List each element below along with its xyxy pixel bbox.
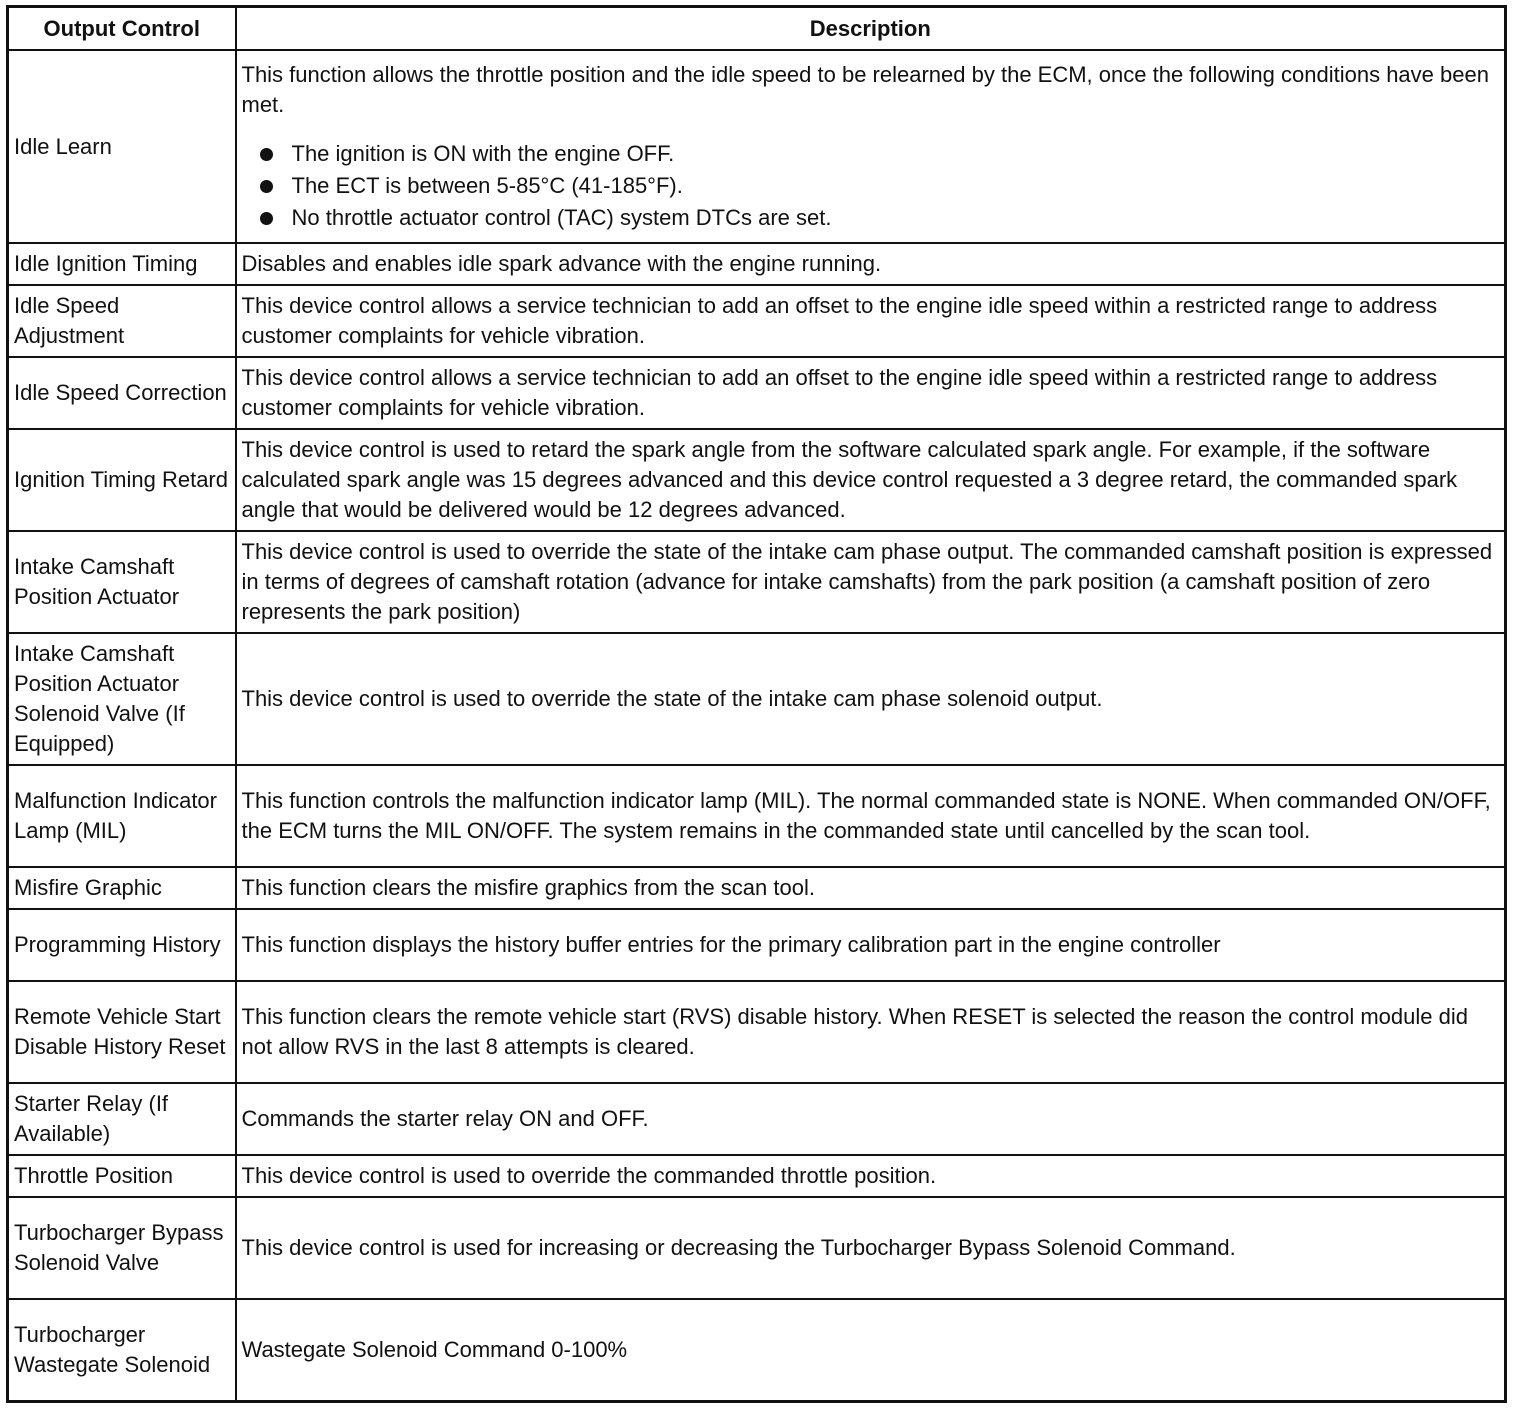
- list-item: [256, 138, 1500, 170]
- output-control-cell: Programming History: [8, 909, 236, 981]
- table-header-row: [8, 7, 1506, 51]
- description-cell: This device control allows a service technician to add an offset to the engine idle speed within a restricted range to address customer complaints for vehicle vibration.: [236, 285, 1506, 357]
- output-control-cell: Idle Speed Adjustment: [8, 285, 236, 357]
- output-control-cell: Throttle Position: [8, 1155, 236, 1197]
- table-row: [8, 1299, 1506, 1401]
- bullet-icon: [260, 180, 273, 193]
- output-control-cell: Malfunction Indicator Lamp (MIL): [8, 765, 236, 867]
- table-row: [8, 531, 1506, 633]
- table-row: [8, 285, 1506, 357]
- bullet-icon: [260, 148, 273, 161]
- list-item: [256, 202, 1500, 234]
- condition-list: [242, 138, 1500, 234]
- output-control-cell: Idle Speed Correction: [8, 357, 236, 429]
- table-row: [8, 909, 1506, 981]
- description-cell: This device control is used to override the state of the intake cam phase solenoid output.: [236, 633, 1506, 765]
- list-item-text: The ignition is ON with the engine OFF.: [291, 140, 675, 166]
- header-output-control: Output Control: [8, 7, 236, 51]
- description-cell: This device control is used to override the commanded throttle position.: [236, 1155, 1506, 1197]
- output-control-cell: Turbocharger Wastegate Solenoid: [8, 1299, 236, 1401]
- output-control-table: [6, 5, 1507, 1403]
- list-item: [256, 170, 1500, 202]
- table-row: [8, 243, 1506, 285]
- output-control-cell: Intake Camshaft Position Actuator: [8, 531, 236, 633]
- description-cell: Commands the starter relay ON and OFF.: [236, 1083, 1506, 1155]
- description-cell: This function controls the malfunction indicator lamp (MIL). The normal commanded state is NONE. When commanded ON/OFF, the ECM turns the MIL ON/OFF. The system remains in the commanded state until cancelled by the scan tool.: [236, 765, 1506, 867]
- output-control-cell: Ignition Timing Retard: [8, 429, 236, 531]
- table-row: [8, 981, 1506, 1083]
- table-row: [8, 867, 1506, 909]
- description-cell: This function clears the misfire graphics from the scan tool.: [236, 867, 1506, 909]
- output-control-cell: Misfire Graphic: [8, 867, 236, 909]
- description-cell: This device control is used for increasing or decreasing the Turbocharger Bypass Solenoid Command.: [236, 1197, 1506, 1299]
- description-cell: Disables and enables idle spark advance with the engine running.: [236, 243, 1506, 285]
- output-control-cell: Idle Ignition Timing: [8, 243, 236, 285]
- list-item-text: No throttle actuator control (TAC) system DTCs are set.: [291, 204, 832, 230]
- list-item-text: The ECT is between 5-85°C (41-185°F).: [291, 172, 683, 198]
- description-cell: This device control allows a service technician to add an offset to the engine idle speed within a restricted range to address customer complaints for vehicle vibration.: [236, 357, 1506, 429]
- output-control-cell: Turbocharger Bypass Solenoid Valve: [8, 1197, 236, 1299]
- description-cell: Wastegate Solenoid Command 0-100%: [236, 1299, 1506, 1401]
- table-row: [8, 357, 1506, 429]
- description-text: This function allows the throttle position and the idle speed to be relearned by the ECM, once the following conditions have been met.: [241, 61, 1489, 117]
- output-control-cell: Starter Relay (If Available): [8, 1083, 236, 1155]
- output-control-cell: Idle Learn: [8, 50, 236, 243]
- table-row: [8, 1197, 1506, 1299]
- output-control-cell: Intake Camshaft Position Actuator Solenoid Valve (If Equipped): [8, 633, 236, 765]
- description-cell: This function displays the history buffer entries for the primary calibration part in the engine controller: [236, 909, 1506, 981]
- table-row: [8, 1083, 1506, 1155]
- bullet-icon: [260, 212, 273, 225]
- table-row: [8, 50, 1506, 243]
- table-row: [8, 429, 1506, 531]
- output-control-cell: Remote Vehicle Start Disable History Reset: [8, 981, 236, 1083]
- header-description: Description: [236, 7, 1506, 51]
- table-row: [8, 633, 1506, 765]
- description-cell: This device control is used to override the state of the intake cam phase output. The commanded camshaft position is expressed in terms of degrees of camshaft rotation (advance for intake camshafts) from the park position (a camshaft position of zero represents the park position): [236, 531, 1506, 633]
- table-row: [8, 1155, 1506, 1197]
- description-cell: This function clears the remote vehicle start (RVS) disable history. When RESET is selected the reason the control module did not allow RVS in the last 8 attempts is cleared.: [236, 981, 1506, 1083]
- table-row: [8, 765, 1506, 867]
- description-cell: This device control is used to retard the spark angle from the software calculated spark angle. For example, if the software calculated spark angle was 15 degrees advanced and this device control requested a 3 degree retard, the commanded spark angle that would be delivered would be 12 degrees advanced.: [236, 429, 1506, 531]
- description-cell: [236, 50, 1506, 243]
